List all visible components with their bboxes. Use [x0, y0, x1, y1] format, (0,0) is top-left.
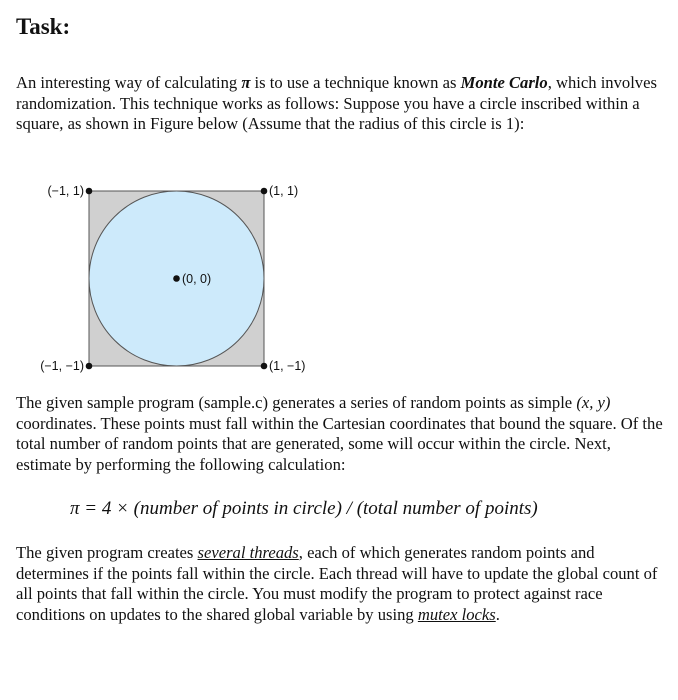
- label-bottom-right: (1, −1): [269, 359, 306, 373]
- point-top-left: [86, 188, 93, 195]
- label-top-right: (1, 1): [269, 184, 299, 198]
- sample-paragraph: [16, 393, 666, 475]
- several-threads-link[interactable]: several threads: [197, 543, 299, 562]
- sample-text-1: The given sample program (sample.c) generates a series of random points as simple: [16, 393, 577, 412]
- threads-text-3: .: [495, 604, 500, 624]
- mutex-locks-link[interactable]: mutex locks: [417, 604, 496, 624]
- intro-text-2: is to use a technique known as: [250, 73, 461, 92]
- monte-carlo-term: Monte Carlo: [460, 73, 548, 92]
- sample-text-2: coordinates. These points must fall within the Cartesian coordinates that bound the square. Of the total number of random points that are generated, some will occur within the circle. Next, estimate by performing the following calculation:: [16, 413, 663, 474]
- label-center: (0, 0): [182, 272, 212, 286]
- xy-term: (x, y): [576, 393, 611, 412]
- label-top-left: (−1, 1): [47, 184, 84, 198]
- monte-carlo-figure: [0, 170, 678, 390]
- point-center: [173, 275, 180, 282]
- point-top-right: [261, 188, 268, 195]
- threads-paragraph: [16, 543, 666, 625]
- intro-text-1: An interesting way of calculating: [16, 73, 242, 92]
- threads-text-1: The given program creates: [16, 543, 198, 562]
- intro-text-3: , which involves randomization. This technique works as follows: Suppose you have a circle inscribed within a square, as shown in Figure below (Assume that the radius of this circle is 1):: [16, 73, 657, 134]
- point-bottom-right: [261, 363, 268, 370]
- intro-paragraph: [16, 73, 666, 135]
- pi-symbol: π: [241, 73, 251, 92]
- pi-formula: π = 4 × (number of points in circle) / (total number of points): [70, 498, 538, 519]
- label-bottom-left: (−1, −1): [40, 359, 84, 373]
- point-bottom-left: [86, 363, 93, 370]
- threads-text-2: , each of which generates random points and determines if the points fall within the circle. Each thread will have to update the global count of all points that fall within the circle. You must modify the program to protect against race conditions on updates to the shared global variable by using: [16, 543, 658, 624]
- task-heading: Task:: [16, 14, 71, 39]
